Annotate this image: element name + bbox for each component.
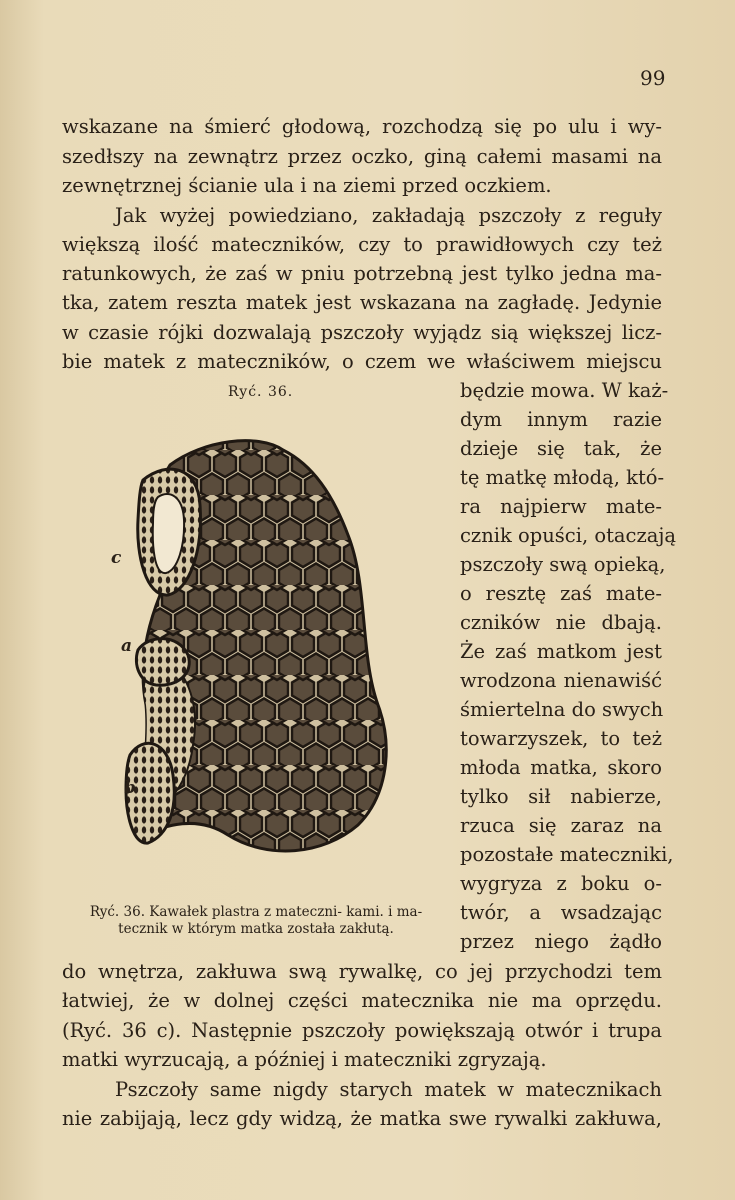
side-text-line: czników nie dbają.: [460, 611, 662, 634]
side-text-line: pozostałe mateczniki,: [460, 843, 674, 866]
figure-label: Ryć. 36.: [228, 384, 294, 400]
side-text-line: przez niego żądło: [460, 930, 662, 953]
side-text-line: cznik opuści, otaczają: [460, 524, 677, 547]
figure-mark-b: b: [124, 778, 136, 798]
side-text-line: młoda matka, skoro: [460, 756, 662, 779]
side-text-line: Że zaś matkom jest: [460, 640, 662, 663]
side-text-line: wrodzona nienawiść: [460, 669, 662, 692]
side-text-line: rzuca się zaraz na: [460, 814, 662, 837]
honeycomb-illustration: [108, 405, 408, 875]
text-line: (Ryć. 36 c). Następnie pszczoły powiększają otwór i trupa: [62, 1019, 662, 1042]
text-line: ratunkowych, że zaś w pniu potrzebną jest tylko jedna ma-: [62, 262, 662, 285]
side-text-line: pszczoły swą opieką,: [460, 553, 666, 576]
text-line: szedłszy na zewnątrz przez oczko, giną całemi masami na: [62, 145, 662, 168]
side-text-line: wygryza z boku o-: [460, 872, 662, 895]
side-text-line: śmiertelna do swych: [460, 698, 664, 721]
text-line: zewnętrznej ścianie ula i na ziemi przed oczkiem.: [62, 174, 552, 197]
text-line: do wnętrza, zakłuwa swą rywalkę, co jej przychodzi tem: [62, 960, 662, 983]
side-text-line: będzie mowa. W każ-: [460, 379, 669, 402]
text-line: bie matek z mateczników, o czem we właściwem miejscu: [62, 350, 662, 373]
page-number: 99: [640, 66, 666, 90]
text-line: wskazane na śmierć głodową, rozchodzą się po ulu i wy-: [62, 115, 662, 138]
text-line: nie zabijają, lecz gdy widzą, że matka swe rywalki zakłuwa,: [62, 1107, 662, 1130]
text-line: łatwiej, że w dolnej części matecznika nie ma oprzędu.: [62, 989, 662, 1012]
side-text-line: dym innym razie: [460, 408, 662, 431]
figure-mark-a: a: [121, 636, 133, 656]
caption-line: Ryć. 36. Kawałek plastra z mateczni- kami. i ma-: [89, 904, 423, 920]
text-line: Pszczoły same nigdy starych matek w matecznikach: [115, 1078, 662, 1101]
side-text-line: twór, a wsadzając: [460, 901, 662, 924]
text-line: większą ilość mateczników, czy to prawidłowych czy też: [62, 233, 662, 256]
side-text-line: o resztę zaś mate-: [460, 582, 662, 605]
side-text-line: towarzyszek, to też: [460, 727, 662, 750]
figure-mark-c: c: [111, 548, 122, 568]
queen-cell-a: [136, 639, 189, 686]
side-text-line: ra najpierw mate-: [460, 495, 662, 518]
side-text-line: tylko sił nabierze,: [460, 785, 662, 808]
text-line: matki wyrzucają, a później i mateczniki zgryzają.: [62, 1048, 547, 1071]
text-line: tka, zatem reszta matek jest wskazana na zagładę. Jedynie: [62, 291, 662, 314]
side-text-line: tę matkę młodą, któ-: [460, 466, 665, 489]
text-line: Jak wyżej powiedziano, zakładają pszczoły z reguły: [115, 204, 662, 227]
text-line: w czasie rójki dozwalają pszczoły wyjądz sią większej licz-: [62, 321, 662, 344]
side-text-line: dzieje się tak, że: [460, 437, 662, 460]
figure-caption: [60, 904, 452, 938]
caption-line: tecznik w którym matka została zakłutą.: [118, 921, 394, 937]
